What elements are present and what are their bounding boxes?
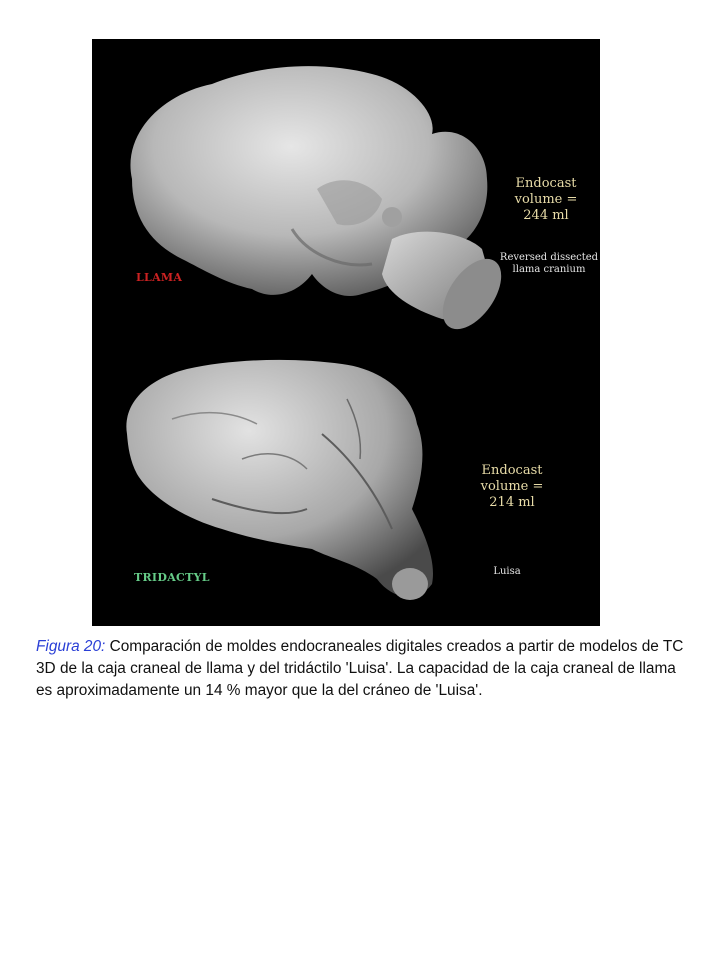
endocast-renderings: [92, 39, 600, 626]
endocast-figure: [92, 39, 600, 626]
figure-caption-label: Figura 20:: [36, 638, 106, 655]
tridactyl-volume: Endocast volume = 214 ml: [480, 463, 544, 510]
figure-caption-text: Comparación de moldes endocraneales digitales creados a partir de modelos de TC 3D de la caja craneal de llama y del tridáctilo 'Luisa'. La capacidad de la caja craneal de llama es aproximadamente un 14 % mayor que la del cráneo de 'Luisa'.: [36, 638, 684, 699]
tridactyl-endocast: [126, 360, 433, 600]
tridactyl-note: Luisa: [493, 566, 521, 577]
llama-volume: Endocast volume = 244 ml: [514, 176, 578, 223]
figure-caption: [36, 636, 696, 702]
llama-note: Reversed dissected llama cranium: [499, 252, 599, 275]
tridactyl-label: TRIDACTYL: [134, 571, 210, 584]
llama-label: LLAMA: [136, 271, 183, 284]
llama-endocast: [130, 66, 513, 339]
